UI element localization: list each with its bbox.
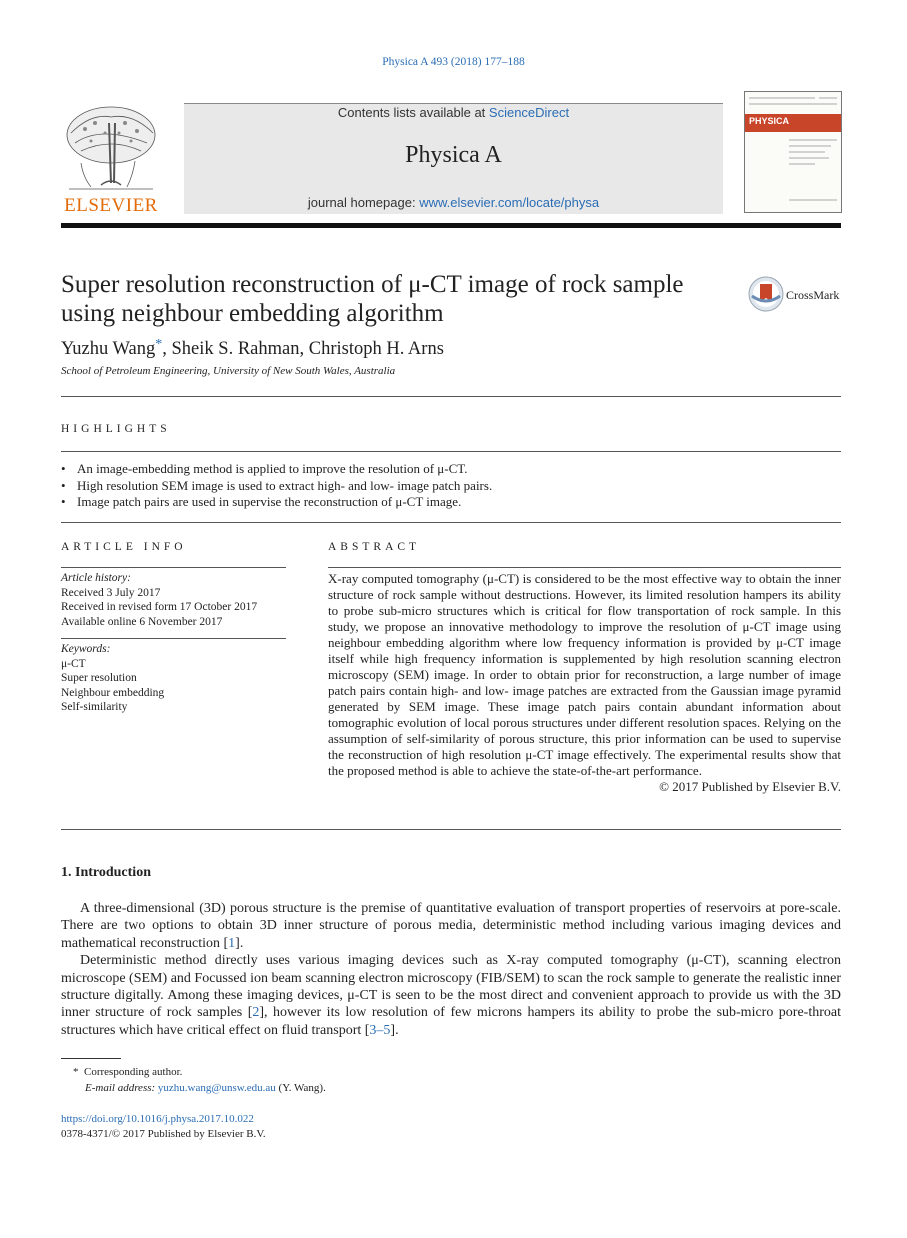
section-divider	[61, 522, 841, 523]
cover-lines-icon	[745, 92, 841, 212]
section-divider	[61, 567, 286, 568]
history-item: Received in revised form 17 October 2017	[61, 601, 258, 613]
section-heading-introduction: 1. Introduction	[61, 865, 151, 880]
journal-banner	[184, 103, 723, 214]
paragraph-text: ], however its low resolution of few microns hampers its ability to probe the sub-micro pore-throat structures which have critical effect on fluid transport [	[61, 1005, 841, 1038]
paragraph-text: A three-dimensional (3D) porous structure is the premise of quantitative evaluation of transport properties of reservoirs at pore-scale. There are two options to obtain 3D inner structure of porous media, deterministic method including various imaging devices and mathematical reconstruction [	[61, 901, 841, 951]
journal-homepage-link[interactable]: www.elsevier.com/locate/physa	[419, 195, 600, 210]
keyword: Super resolution	[61, 672, 137, 684]
copyright-notice: © 2017 Published by Elsevier B.V.	[659, 779, 841, 794]
journal-citation[interactable]: Physica A 493 (2018) 177–188	[382, 56, 525, 68]
history-label: Article history:	[61, 572, 131, 584]
elsevier-tree-icon	[61, 103, 161, 195]
introduction-body	[61, 900, 841, 1039]
author-name: Christoph H. Arns	[308, 339, 444, 359]
list-item: • Image patch pairs are used in supervise the reconstruction of μ-CT image.	[61, 494, 841, 511]
author-name: Sheik S. Rahman	[171, 339, 300, 359]
elsevier-logo	[61, 103, 161, 216]
email-link[interactable]: yuzhu.wang@unsw.edu.au	[157, 1082, 276, 1094]
paragraph-text: ].	[390, 1022, 399, 1038]
keywords	[61, 642, 286, 715]
reference-link[interactable]: 3–5	[369, 1022, 391, 1038]
section-divider	[61, 451, 841, 452]
corresponding-author-note: Corresponding author.	[84, 1066, 183, 1078]
highlights-list	[61, 461, 841, 511]
author-separator: ,	[299, 339, 309, 359]
list-item: • An image-embedding method is applied to improve the resolution of μ-CT.	[61, 461, 841, 478]
article-info-heading: ARTICLE INFO	[61, 541, 187, 553]
section-divider	[61, 396, 841, 397]
article-history	[61, 571, 286, 629]
list-item: • High resolution SEM image is used to extract high- and low- image patch pairs.	[61, 478, 841, 495]
article-title: Super resolution reconstruction of μ-CT image of rock sample using neighbour embedding algorithm	[61, 271, 684, 327]
section-divider	[61, 829, 841, 830]
journal-name: Physica A	[405, 142, 502, 168]
contents-line	[184, 105, 723, 120]
author-name: Yuzhu Wang	[61, 339, 156, 359]
affiliation: School of Petroleum Engineering, University of New South Wales, Australia	[61, 365, 396, 377]
email-label: E-mail address:	[85, 1082, 158, 1094]
issn-line: 0378-4371/© 2017 Published by Elsevier B.V.	[61, 1128, 266, 1140]
abstract-paragraph: X-ray computed tomography (μ-CT) is considered to be the most effective way to obtain the inner structure of rock sample without destructions. However, its limited resolution hampers its ability to probe sub-micro structures which is critical for flow transportation of rock sample. In this study, we propose an innovative methodology to improve the resolution of μ-CT image using neighbour embedding algorithm where low frequency information is provided by μ-CT image itself while high frequency information is supplemented by high resolution scanning electron microscopy (SEM) image. In order to obtain prior for reconstruction, a large number of image patch pairs contain high- and low- image patches are extracted from the Gaussian image pyramid generated by SEM image. These image patch pairs contain abundant information about tomographic evolution of local porous structures under different resolution spaces. Relying on the assumption of self-similarity of porous structure, this prior information can be used to supervise the reconstruction of high resolution μ-CT image effectively. The experimental results show that the proposed method is able to achieve the state-of-the-art performance.	[328, 571, 841, 778]
keyword: μ-CT	[61, 657, 86, 670]
sciencedirect-link[interactable]: ScienceDirect	[488, 105, 570, 120]
abstract-text	[328, 571, 841, 795]
author-list	[61, 337, 444, 360]
paragraph-text: Deterministic method directly uses various imaging devices such as X-ray computed tomography (μ-CT), scanning electron microscope (SEM) and Focussed ion beam scanning electron microscopy (FIB/SEM) to scan the rock sample to generate the realistic inner structure digitally. Among these imaging devices, μ-CT is seen to be the most direct and convenient approach to provide us with the 3D inner structure of rock samples [	[61, 953, 841, 1021]
cover-title: PHYSICA	[749, 116, 790, 126]
doi-block	[61, 1112, 266, 1142]
history-item: Received 3 July 2017	[61, 586, 161, 599]
email-suffix: (Y. Wang).	[275, 1082, 326, 1094]
keyword: Neighbour embedding	[61, 686, 165, 699]
section-divider	[61, 638, 286, 639]
elsevier-wordmark: ELSEVIER	[64, 195, 158, 216]
homepage-line	[184, 195, 723, 210]
crossmark-label: CrossMark	[786, 288, 840, 302]
crossmark-button[interactable]	[748, 276, 842, 314]
paragraph-text: ].	[235, 935, 244, 951]
contents-prefix: Contents lists available at	[337, 105, 489, 120]
footnote-marker: *	[73, 1066, 79, 1078]
paragraph	[61, 952, 841, 1039]
doi-link[interactable]: https://doi.org/10.1016/j.physa.2017.10.022	[61, 1113, 254, 1125]
reference-link[interactable]: 2	[252, 1005, 260, 1021]
reference-link[interactable]: 1	[228, 935, 236, 951]
paragraph	[61, 900, 841, 952]
footnotes	[73, 1064, 326, 1096]
highlights-heading: HIGHLIGHTS	[61, 423, 171, 435]
footnote-divider	[61, 1058, 121, 1059]
keyword: Self-similarity	[61, 701, 128, 713]
homepage-prefix: journal homepage:	[307, 195, 420, 210]
corresponding-author-marker[interactable]: *	[155, 337, 163, 352]
header-divider	[61, 223, 841, 228]
crossmark-icon	[748, 276, 784, 312]
history-item: Available online 6 November 2017	[61, 615, 223, 628]
abstract-heading: ABSTRACT	[328, 541, 421, 553]
journal-cover-thumbnail[interactable]	[744, 91, 842, 213]
keywords-label: Keywords:	[61, 643, 111, 655]
section-divider	[328, 567, 841, 568]
author-separator: ,	[162, 339, 172, 359]
